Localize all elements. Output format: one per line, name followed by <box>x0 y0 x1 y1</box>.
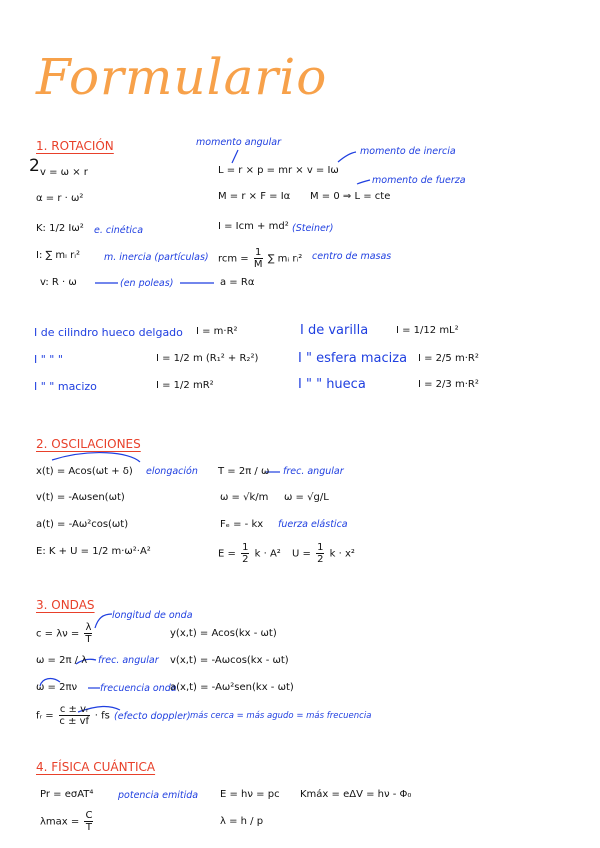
note-momento-angular: momento angular <box>196 137 282 148</box>
note-potencia-emitida: potencia emitida <box>118 790 199 801</box>
formula-M: M = r × F = Iα <box>218 191 291 202</box>
formula-v-r: v: R · ω <box>40 277 77 288</box>
formula-y-x-t: y(x,t) = Acos(kx - ωt) <box>170 628 277 639</box>
note-doppler-regla: más cerca = más agudo = más frecuencia <box>190 711 372 721</box>
note-frecuencia-onda: frecuencia onda <box>100 683 177 694</box>
rcm-rhs: ∑ mᵢ rᵢ² <box>267 253 303 265</box>
formula-lambda-max: λmax = $\frac{C}{T}$ <box>40 810 93 833</box>
formula-w-pendulo: ω = √g/L <box>284 492 329 503</box>
note-steiner: (Steiner) <box>292 223 334 234</box>
formula-a-r: a = Rα <box>220 277 255 288</box>
label-esfera-hueca: I " " hueca <box>298 377 366 392</box>
formula-rcm <box>218 247 302 270</box>
section-heading-ondas: 3. ONDAS <box>36 598 95 612</box>
arrow-momento-angular <box>232 150 238 163</box>
formula-a-x-t: a(x,t) = -Aω²sen(kx - ωt) <box>170 682 294 693</box>
rcm-lhs: rcm = <box>218 253 249 265</box>
scribble-mark: 2 <box>29 156 40 176</box>
formula-cilindro-hueco: I = m·R² <box>196 326 238 337</box>
label-cilindro-hueco: I de cilindro hueco delgado <box>34 326 183 339</box>
formula-c: c = λν = $\frac{\lambda}{T}$ <box>36 622 92 645</box>
formula-K-max: Kmáx = eΔV = hν - Φ₀ <box>300 789 412 800</box>
fraction-lambda-T: $\frac{\lambda}{T}$ <box>85 622 92 645</box>
arrow-momento-fuerza <box>357 180 370 184</box>
note-frec-angular-ondas: frec. angular <box>98 655 159 666</box>
formula-v-x-t: v(x,t) = -Aωcos(kx - ωt) <box>170 655 289 666</box>
formula-inercia-particulas: I: ∑ mᵢ rᵢ² <box>36 250 81 261</box>
note-m-inercia: m. inercia (partículas) <box>104 252 209 263</box>
formula-w-lambda: ω = 2π / λ <box>36 655 88 666</box>
label-cilindro-r1r2: I " " " <box>34 353 63 366</box>
formula-cilindro-macizo: I = 1/2 mR² <box>156 380 214 391</box>
formula-varilla: I = 1/12 mL² <box>396 325 459 336</box>
formula-a-t: a(t) = -Aω²cos(ωt) <box>36 519 129 530</box>
section-heading-oscilaciones: 2. OSCILACIONES <box>36 437 141 451</box>
fraction-one-half: $\frac{1}{2}$ <box>317 542 324 565</box>
formula-esfera-hueca: I = 2/3 m·R² <box>418 379 479 390</box>
formula-w-nu: ω = 2πν <box>36 682 78 693</box>
rcm-fraction: $\frac{1}{M}$ <box>253 247 263 270</box>
arrow-momento-inercia <box>338 152 356 162</box>
formula-steiner: I = Icm + md² <box>218 221 289 232</box>
formula-U-kx: U = $\frac{1}{2}$ k · x² <box>292 542 355 565</box>
formula-potencia: Pr = eσAT⁴ <box>40 789 94 800</box>
note-en-poleas: (en poleas) <box>120 278 174 289</box>
formula-cilindro-r1r2: I = 1/2 m (R₁² + R₂²) <box>156 353 259 364</box>
label-cilindro-macizo: I " " macizo <box>34 380 97 393</box>
formula-alpha: α = r · ω² <box>36 193 84 204</box>
section-heading-rotacion: 1. ROTACIÓN <box>36 139 114 153</box>
note-fuerza-elastica: fuerza elástica <box>278 519 348 530</box>
note-efecto-doppler: (efecto doppler) <box>114 711 191 722</box>
formula-M-conservacion: M = 0 ⇒ L = cte <box>310 191 391 202</box>
formula-E-foton: E = hν = pc <box>220 789 280 800</box>
arrow-longitud-onda <box>95 614 112 628</box>
page-title: Formulario <box>36 48 328 106</box>
note-momento-inercia: momento de inercia <box>360 146 456 157</box>
note-momento-fuerza: momento de fuerza <box>372 175 466 186</box>
formula-E-kA: E = $\frac{1}{2}$ k · A² <box>218 542 281 565</box>
formula-v-t: v(t) = -Aωsen(ωt) <box>36 492 125 503</box>
formula-L: L = r × p = mr × v = Iω <box>218 165 339 176</box>
formula-E-osc: E: K + U = 1/2 m·ω²·A² <box>36 546 151 557</box>
formula-T: T = 2π / ω <box>218 466 270 477</box>
note-elongacion: elongación <box>146 466 198 477</box>
note-frec-angular: frec. angular <box>283 466 344 477</box>
formula-esfera-maciza: I = 2/5 m·R² <box>418 353 479 364</box>
note-e-cinetica: e. cinética <box>94 225 144 236</box>
label-esfera-maciza: I " esfera maciza <box>298 351 408 366</box>
formula-v-rot: v = ω × r <box>40 167 88 178</box>
formula-lambda-debroglie: λ = h / p <box>220 816 264 827</box>
fraction-C-T: $\frac{C}{T}$ <box>85 810 93 833</box>
section-heading-cuantica: 4. FÍSICA CUÁNTICA <box>36 760 156 774</box>
note-longitud-onda: longitud de onda <box>112 610 193 621</box>
fraction-one-half: $\frac{1}{2}$ <box>242 542 249 565</box>
fraction-doppler: $\frac{\text{c ± vᵣ}}{c \pm vf}$ <box>59 704 90 727</box>
formula-Fe: Fₑ = - kx <box>220 519 264 530</box>
arrow-elongacion <box>52 453 140 462</box>
label-varilla: I de varilla <box>300 323 369 338</box>
note-centro-masas: centro de masas <box>312 251 392 262</box>
formula-doppler: fᵣ = $\frac{\text{c ± vᵣ}}{c \pm vf}$ · fs <box>36 704 110 727</box>
formula-w-muelle: ω = √k/m <box>220 492 269 503</box>
formula-k-rot: K: 1/2 Iω² <box>36 223 84 234</box>
formula-x-t: x(t) = Acos(ωt + δ) <box>36 466 133 477</box>
